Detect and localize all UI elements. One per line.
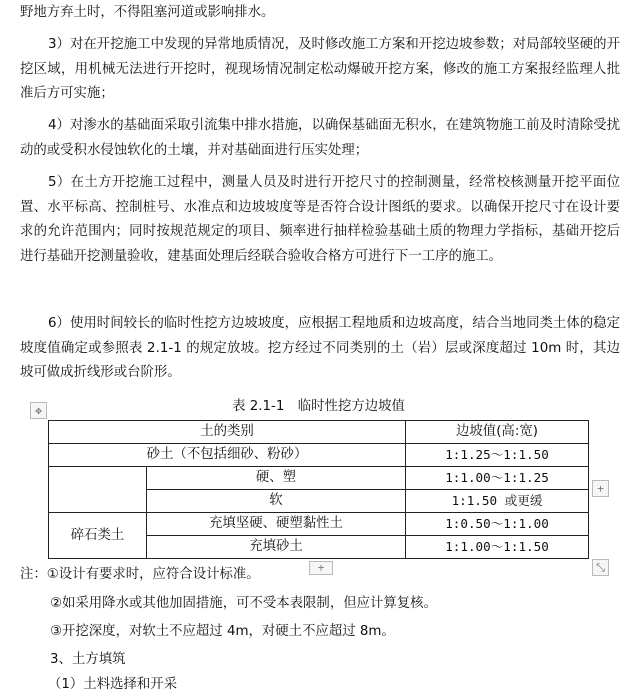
slope-table: [48, 420, 589, 559]
row-fill-sand-type: 充填砂土: [147, 536, 406, 559]
row-fill-sand-value: 1:1.00～1:1.50: [406, 536, 589, 559]
table-resize-handle-icon[interactable]: ⤡: [592, 559, 609, 576]
section-heading-3: 3、土方填筑: [50, 652, 126, 667]
row-soft-value: 1:1.50 或更缓: [406, 490, 589, 513]
header-slope-value: 边坡值(高:宽): [406, 421, 589, 444]
paragraph-item-6: 6）使用时间较长的临时性挖方边坡坡度，应根据工程地质和边坡高度，结合当地同类土体的稳定坡度值确定或参照表 2.1-1 的规定放坡。挖方经过不同类别的土（岩）层或深度超过 10m 时，其边坡可做成折线形或台阶形。: [20, 316, 620, 381]
blank-merged-cell: [49, 467, 147, 513]
gravel-soil-label: 碎石类土: [49, 513, 147, 559]
row-hard-value: 1:1.00～1:1.25: [406, 467, 589, 490]
header-soil-type: 土的类别: [49, 421, 406, 444]
add-column-plus-icon[interactable]: +: [592, 480, 609, 497]
row-hard-type: 硬、塑: [147, 467, 406, 490]
table-header-row: [49, 421, 589, 444]
note-1: 注：①设计有要求时，应符合设计标准。: [20, 567, 260, 582]
table-move-handle-icon[interactable]: ✥: [30, 402, 47, 419]
note-2: ②如采用降水或其他加固措施，可不受本表限制，但应计算复核。: [50, 596, 437, 611]
paragraph-item-5: 5）在土方开挖施工过程中，测量人员及时进行开挖尺寸的控制测量，经常校核测量开挖平面位置、水平标高、控制桩号、水准点和边坡坡度等是否符合设计图纸的要求。以确保开挖尺寸在设计要求的允许范围内；同时按规范规定的项目、频率进行抽样检验基础土质的物理力学指标，基础开挖后进行基础开挖测量验收，建基面处理后经联合验收合格方可进行下一工序的施工。: [20, 175, 620, 264]
row-sand-value: 1:1.25～1:1.50: [406, 444, 589, 467]
table-row: [49, 513, 589, 536]
row-sand-type: 砂土（不包括细砂、粉砂）: [49, 444, 406, 467]
note-3: ③开挖深度，对软土不应超过 4m，对硬土不应超过 8m。: [50, 624, 395, 639]
row-soft-type: 软: [147, 490, 406, 513]
row-fill-hard-value: 1:0.50～1:1.00: [406, 513, 589, 536]
paragraph-item-3: 3）对在开挖施工中发现的异常地质情况，及时修改施工方案和开挖边坡参数；对局部较坚硬的开挖区域，用机械无法进行开挖时，视现场情况制定松动爆破开挖方案，修改的施工方案报经监理人批准后方可实施；: [20, 37, 620, 102]
row-fill-hard-type: 充填坚硬、硬塑黏性土: [147, 513, 406, 536]
table-row: [49, 444, 589, 467]
table-caption: 表 2.1-1 临时性挖方边坡值: [232, 399, 405, 414]
add-row-plus-icon[interactable]: +: [309, 561, 333, 575]
subsection-heading-3-1: （1）土料选择和开采: [48, 677, 178, 692]
paragraph-item-4: 4）对渗水的基础面采取引流集中排水措施，以确保基础面无积水，在建筑物施工前及时清除受扰动的或受积水侵蚀软化的土壤，并对基础面进行压实处理；: [20, 118, 620, 158]
table-row: [49, 467, 589, 490]
paragraph-continuation: 野地方弃土时，不得阻塞河道或影响排水。: [20, 5, 275, 20]
